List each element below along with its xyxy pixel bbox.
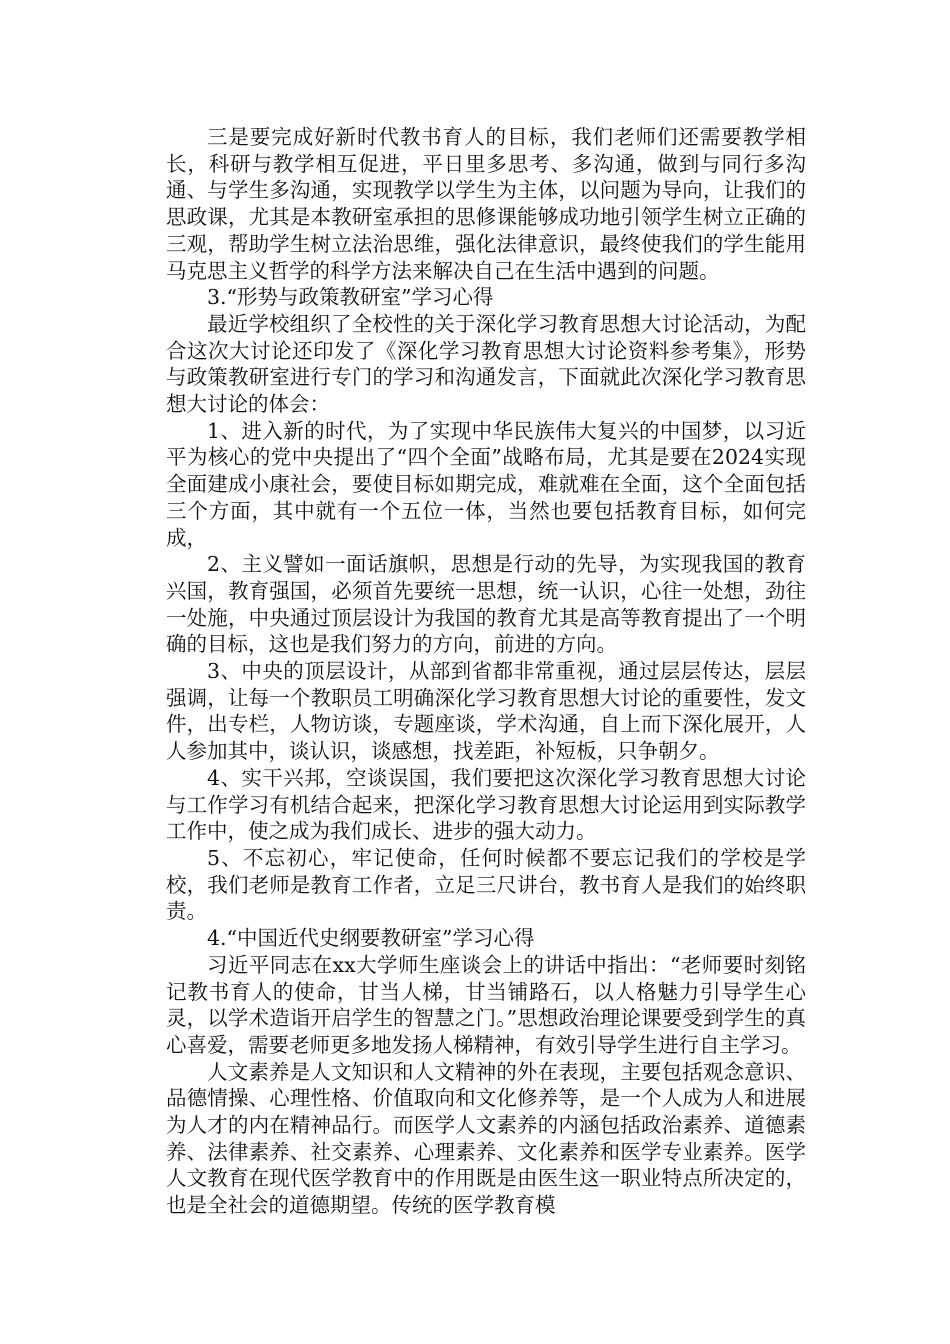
- paragraph-discussion-intro: 最近学校组织了全校性的关于深化学习教育思想大讨论活动，为配合这次大讨论还印发了《深化学习教育思想大讨论资料参考集》，形势与政策教研室进行专门的学习和沟通发言，下面就此次深化学习教育思想大讨论的体会：: [166, 311, 806, 417]
- paragraph-point-3: 3、中央的顶层设计，从部到省都非常重视，通过层层传达，层层强调，让每一个教职员工明确深化学习教育思想大讨论的重要性，发文件，出专栏，人物访谈，专题座谈，学术沟通，自上而下深化展开，人人参加其中，谈认识，谈感想，找差距，补短板，只争朝夕。: [166, 659, 806, 764]
- paragraph-humanities: 人文素养是人文知识和人文精神的外在表现，主要包括观念意识、品德情操、心理性格、价值取向和文化修养等，是一个人成为人和进展为人才的内在精神品行。而医学人文素养的内涵包括政治素养、道德素养、法律素养、社交素养、心理素养、文化素养和医学专业素养。医学人文教育在现代医学教育中的作用既是由医生这一职业特点所决定的，也是全社会的道德期望。传统的医学教育模: [166, 1059, 806, 1218]
- paragraph-point-5: 5、不忘初心，牢记使命，任何时候都不要忘记我们的学校是学校，我们老师是教育工作者，立足三尺讲台，教书育人是我们的始终职责。: [166, 845, 806, 924]
- document-body: [166, 124, 806, 1219]
- paragraph-teaching-goal: 三是要完成好新时代教书育人的目标，我们老师们还需要教学相长，科研与教学相互促进，平日里多思考、多沟通，做到与同行多沟通、与学生多沟通，实现教学以学生为主体，以问题为导向，让我们的思政课，尤其是本教研室承担的思修课能够成功地引领学生树立正确的三观，帮助学生树立法治思维，强化法律意识，最终使我们的学生能用马克思主义哲学的科学方法来解决自己在生活中遇到的问题。: [166, 125, 806, 283]
- section-heading-modern-history: 4.“中国近代史纲要教研室”学习心得: [207, 926, 535, 951]
- paragraph-point-2: 2、主义譬如一面话旗帜，思想是行动的先导，为实现我国的教育兴国，教育强国，必须首先要统一思想，统一认识，心往一处想，劲往一处施，中央通过顶层设计为我国的教育尤其是高等教育提出了一个明确的目标，这也是我们努力的方向，前进的方向。: [166, 552, 806, 657]
- paragraph-point-1: 1、进入新的时代，为了实现中华民族伟大复兴的中国梦，以习近平为核心的党中央提出了“四个全面”战略布局，尤其是要在2024实现全面建成小康社会，要使目标如期完成，难就难在全面，这个全面包括三个方面，其中就有一个五位一体，当然也要包括教育目标，如何完成，: [166, 418, 806, 550]
- paragraph-speech-quote: 习近平同志在xx大学师生座谈会上的讲话中指出：“老师要时刻铭记教书育人的使命，甘当人梯，甘当铺路石，以人格魅力引导学生心灵，以学术造诣开启学生的智慧之门。”思想政治理论课要受到学生的真心喜爱，需要老师更多地发扬人梯精神，有效引导学生进行自主学习。: [166, 952, 806, 1057]
- paragraph-point-4: 4、实干兴邦，空谈误国，我们要把这次深化学习教育思想大讨论与工作学习有机结合起来，把深化学习教育思想大讨论运用到实际教学工作中，使之成为我们成长、进步的强大动力。: [166, 765, 806, 844]
- section-heading-situation-policy: 3.“形势与政策教研室”学习心得: [207, 285, 494, 310]
